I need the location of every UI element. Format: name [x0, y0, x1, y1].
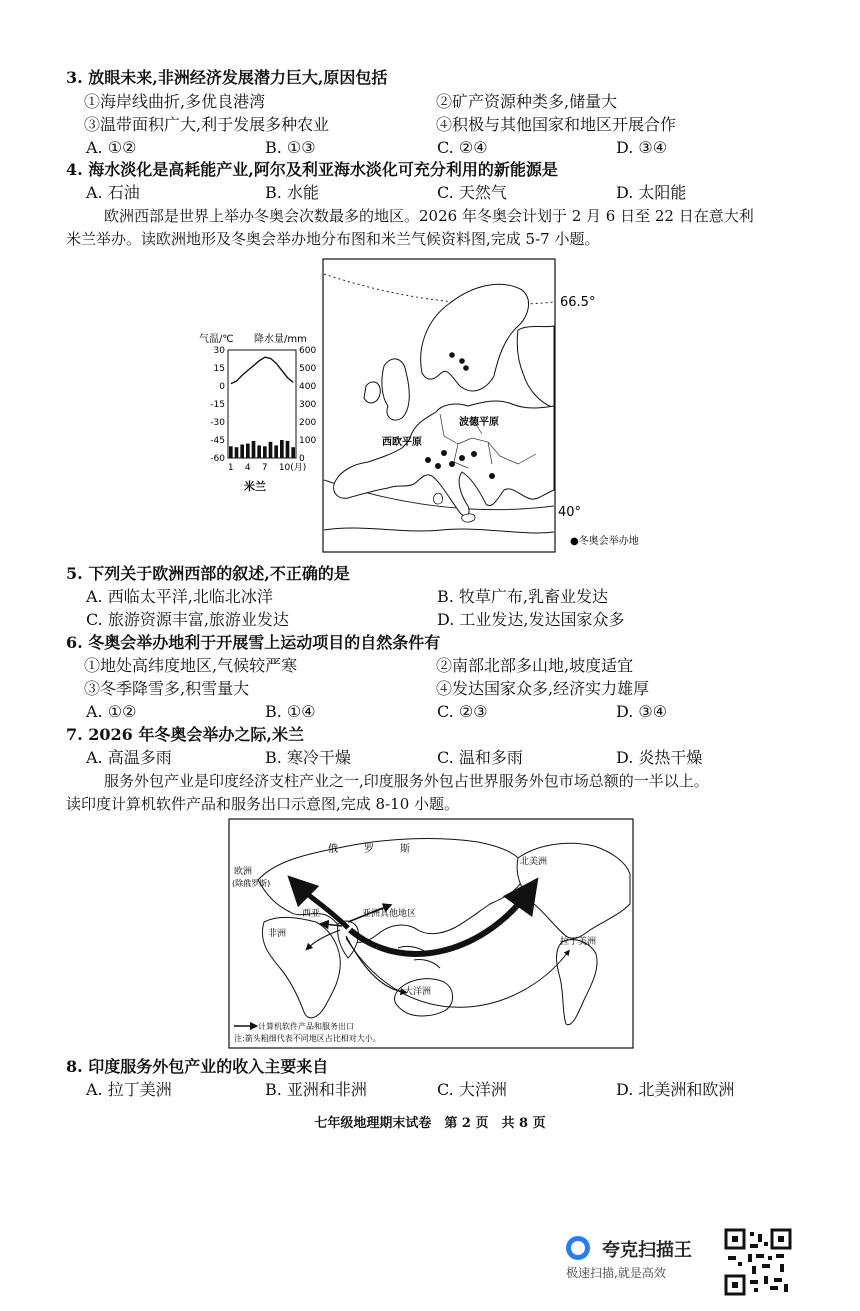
q5-stem: 5. 下列关于欧洲西部的叙述,不正确的是 [66, 564, 350, 583]
label-lat-66-5: 66.5° [560, 295, 596, 310]
q6-option-b[interactable]: B. ①④ [265, 702, 316, 721]
precip-bar [263, 446, 267, 458]
temp-axis-title: 气温/℃ [199, 334, 234, 345]
precip-bar [269, 442, 273, 458]
scanner-watermark [566, 1232, 716, 1290]
temp-tick-label: -45 [210, 436, 225, 446]
scanner-slogan: 极速扫描,就是高效 [566, 1266, 666, 1280]
label-russia-2: 罗 [364, 844, 374, 855]
q4-option-d[interactable]: D. 太阳能 [616, 183, 687, 202]
q6-statement-4: ④发达国家众多,经济实力雄厚 [436, 679, 650, 698]
q3-stem: 3. 放眼未来,非洲经济发展潜力巨大,原因包括 [66, 68, 388, 87]
q4-stem: 4. 海水淡化是高耗能产业,阿尔及利亚海水淡化可充分利用的新能源是 [66, 160, 558, 179]
q8-option-a[interactable]: A. 拉丁美洲 [86, 1080, 172, 1099]
q7-option-d[interactable]: D. 炎热干燥 [616, 748, 703, 767]
q5-option-c[interactable]: C. 旅游资源丰富,旅游业发达 [86, 610, 289, 629]
q4-option-c[interactable]: C. 天然气 [437, 183, 507, 202]
q8-stem: 8. 印度服务外包产业的收入主要来自 [66, 1057, 329, 1076]
intro-paragraph-2-line-2: 读印度计算机软件产品和服务出口示意图,完成 8-10 小题。 [66, 795, 460, 813]
precip-bar [280, 440, 284, 458]
q6-stem: 6. 冬奥会举办地利于开展雪上运动项目的自然条件有 [66, 633, 441, 652]
host-city-dot [449, 352, 455, 358]
temp-tick-label: 30 [213, 346, 225, 356]
q8-option-d[interactable]: D. 北美洲和欧洲 [616, 1080, 735, 1099]
page-footer: 七年级地理期末试卷 第 2 页 共 8 页 [314, 1116, 546, 1131]
precip-tick-label: 0 [299, 454, 305, 464]
month-tick-label: 10(月) [278, 463, 307, 473]
q3-statement-1: ①海岸线曲折,多优良港湾 [84, 92, 266, 111]
sardinia-outline [434, 493, 443, 504]
intro-paragraph-2-line-1: 服务外包产业是印度经济支柱产业之一,印度服务外包占世界服务外包市场总额的一半以上。 [104, 772, 709, 790]
precip-bar [286, 441, 290, 458]
q6-option-a[interactable]: A. ①② [86, 702, 137, 721]
precip-tick-label: 600 [299, 346, 317, 356]
q6-statement-3: ③冬季降雪多,积雪量大 [84, 679, 250, 698]
month-tick-label: 7 [261, 463, 268, 473]
temp-tick-label: 0 [219, 382, 225, 392]
precip-bar [235, 447, 239, 458]
precip-bar [274, 445, 278, 458]
precip-bar [246, 444, 250, 458]
map2-note: 注:箭头粗细代表不同地区占比相对大小。 [234, 1034, 381, 1043]
q7-option-b[interactable]: B. 寒冷干燥 [265, 748, 351, 767]
q3-option-d[interactable]: D. ③④ [616, 138, 668, 157]
month-tick-label: 4 [244, 463, 251, 473]
host-city-dot [425, 457, 431, 463]
precip-tick-label: 400 [299, 382, 317, 392]
label-russia-3: 斯 [400, 844, 410, 855]
q6-option-c[interactable]: C. ②③ [437, 702, 488, 721]
label-oceania: 大洋洲 [404, 987, 432, 997]
month-tick-label: 1 [227, 463, 234, 473]
milan-climate-chart [196, 330, 326, 500]
precip-tick-label: 100 [299, 436, 317, 446]
q3-statement-3: ③温带面积广大,利于发展多种农业 [84, 115, 330, 134]
label-europe: 欧洲 [234, 867, 253, 877]
india-export-map [228, 818, 634, 1050]
label-europe-note: (除俄罗斯) [232, 879, 271, 888]
temp-tick-label: 15 [213, 364, 225, 374]
label-lat-40: 40° [558, 505, 582, 520]
q7-option-a[interactable]: A. 高温多雨 [86, 748, 172, 767]
label-latin-america: 拉丁美洲 [560, 937, 597, 947]
q3-option-c[interactable]: C. ②④ [437, 138, 488, 157]
sicily-outline [462, 514, 475, 522]
precip-tick-label: 200 [299, 418, 317, 428]
map1-legend: ●冬奥会举办地 [570, 536, 639, 547]
temp-tick-label: -30 [210, 418, 225, 428]
label-west-asia: 西亚 [302, 909, 321, 919]
q4-option-b[interactable]: B. 水能 [265, 183, 319, 202]
scanner-brand-name: 夸克扫描王 [602, 1240, 692, 1261]
q3-option-a[interactable]: A. ①② [86, 138, 137, 157]
precip-bar [257, 445, 261, 458]
ireland-outline [364, 382, 380, 403]
q5-option-b[interactable]: B. 牧草广布,乳畜业发达 [437, 587, 609, 606]
precip-axis-title: 降水量/mm [254, 334, 307, 345]
scanner-logo-icon [566, 1236, 590, 1260]
q3-statement-4: ④积极与其他国家和地区开展合作 [436, 115, 677, 134]
temperature-curve [231, 357, 293, 383]
precip-bar [291, 447, 295, 458]
q5-option-a[interactable]: A. 西临太平洋,北临北冰洋 [86, 587, 273, 606]
q3-option-b[interactable]: B. ①③ [265, 138, 316, 157]
q3-statement-2: ②矿产资源种类多,储量大 [436, 92, 618, 111]
precip-tick-label: 300 [299, 400, 317, 410]
q8-option-c[interactable]: C. 大洋洲 [437, 1080, 507, 1099]
host-city-dot [471, 451, 477, 457]
precip-bar [240, 445, 244, 459]
label-north-america: 北美洲 [520, 857, 548, 867]
q6-statement-1: ①地处高纬度地区,气候较严寒 [84, 656, 298, 675]
precip-bar [252, 441, 256, 458]
label-asia-other: 亚洲其他地区 [362, 909, 417, 919]
q4-option-a[interactable]: A. 石油 [86, 183, 140, 202]
host-city-dot [459, 358, 465, 364]
precip-tick-label: 500 [299, 364, 317, 374]
host-city-dot [463, 365, 469, 371]
q8-option-b[interactable]: B. 亚洲和非洲 [265, 1080, 367, 1099]
host-city-dot [459, 455, 465, 461]
temp-tick-label: -15 [210, 400, 225, 410]
q7-stem: 7. 2026 年冬奥会举办之际,米兰 [66, 725, 304, 744]
label-bode-plain: 波德平原 [459, 417, 499, 428]
map2-legend: 计算机软件产品和服务出口 [258, 1022, 354, 1031]
label-west-europe-plain: 西欧平原 [382, 437, 422, 448]
intro-paragraph-1-line-1: 欧洲西部是世界上举办冬奥会次数最多的地区。2026 年冬奥会计划于 2 月 6 日至 22 日在意大利 [104, 207, 754, 225]
label-russia-1: 俄 [328, 844, 338, 855]
q7-option-c[interactable]: C. 温和多雨 [437, 748, 523, 767]
host-city-dot [441, 450, 447, 456]
precip-bar [229, 446, 233, 458]
host-city-dot [489, 473, 495, 479]
q6-option-d[interactable]: D. ③④ [616, 702, 668, 721]
europe-map [322, 258, 662, 555]
qr-code-icon [724, 1228, 792, 1296]
intro-paragraph-1-line-2: 米兰举办。读欧洲地形及冬奥会举办地分布图和米兰气候资料图,完成 5-7 小题。 [66, 230, 600, 248]
q5-option-d[interactable]: D. 工业发达,发达国家众多 [437, 610, 625, 629]
temp-tick-label: -60 [210, 454, 225, 464]
label-africa: 非洲 [268, 929, 287, 939]
q6-statement-2: ②南部北部多山地,坡度适宜 [436, 656, 634, 675]
host-city-dot [435, 463, 441, 469]
climate-city-label: 米兰 [244, 480, 266, 493]
host-city-dot [449, 461, 455, 467]
